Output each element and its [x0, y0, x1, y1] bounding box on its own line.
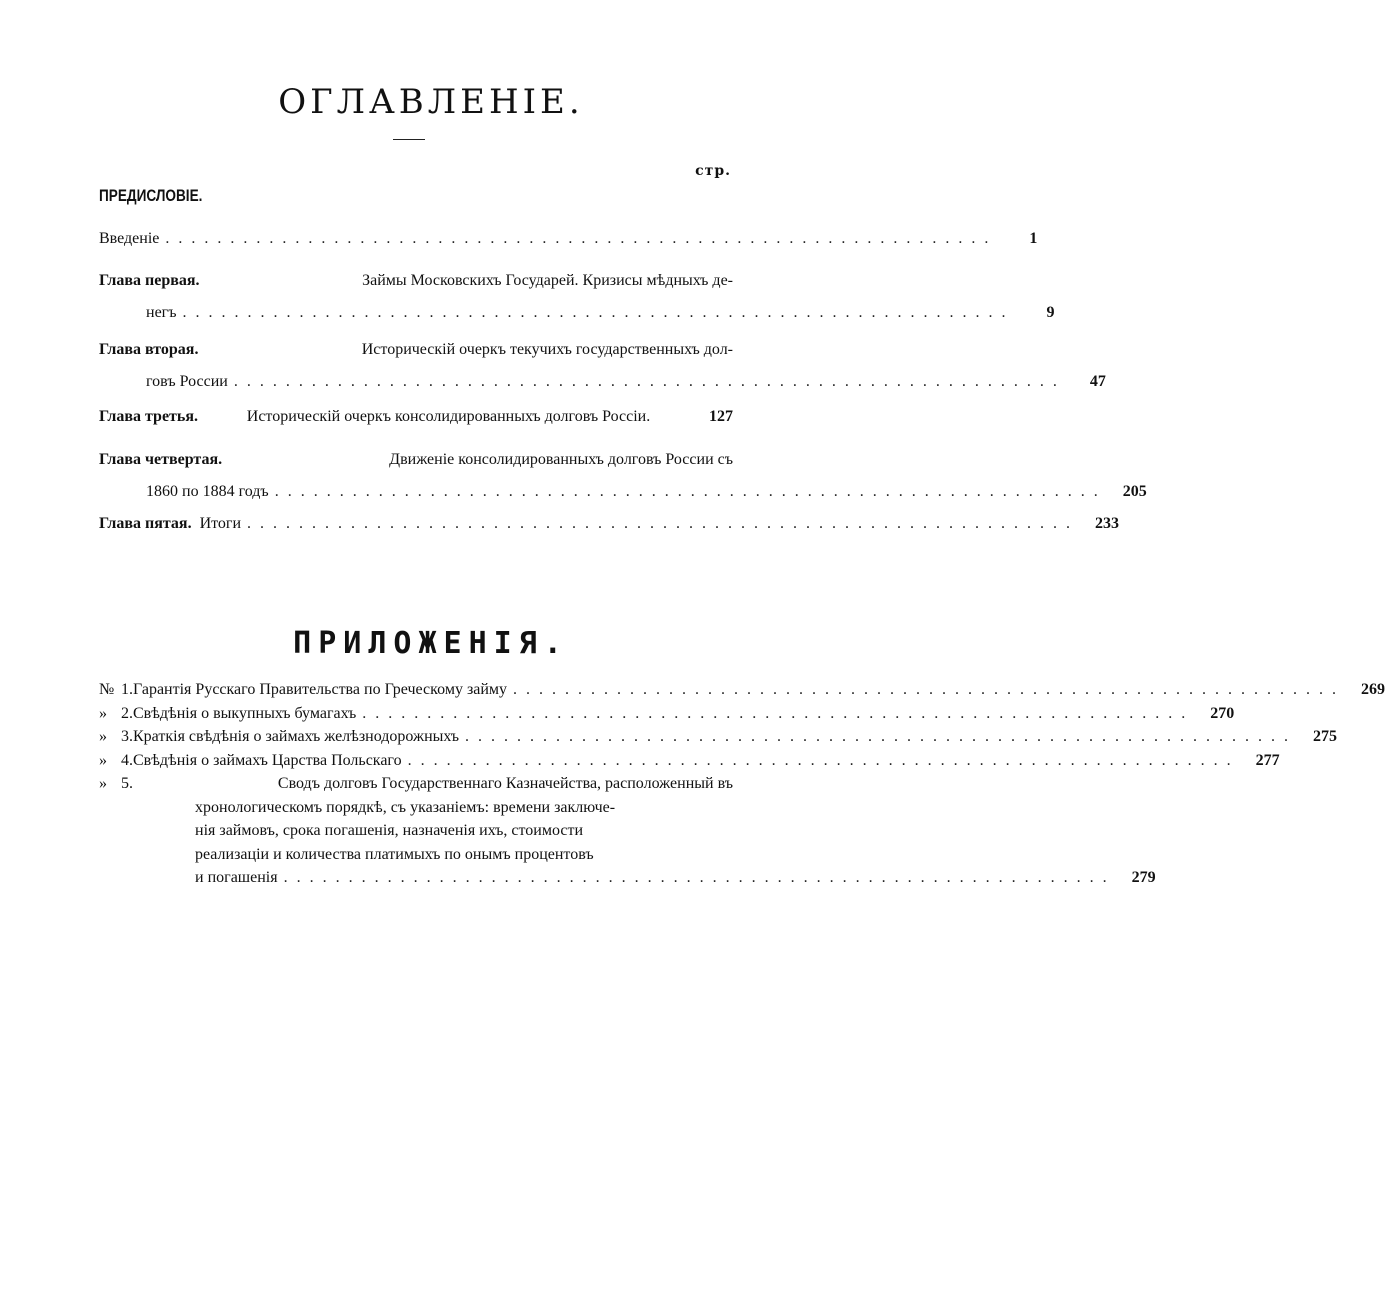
- chapter-label: Глава первая.: [99, 272, 200, 289]
- dot-leader: ................................................................: [362, 704, 1195, 722]
- appendix-number: 1.: [121, 681, 133, 698]
- appendix-page-number: 279: [1131, 869, 1156, 886]
- toc-entry-chapter-2: [99, 334, 1106, 398]
- appendix-number: 3.: [121, 728, 133, 745]
- page-column-label: стр.: [695, 163, 731, 179]
- toc-page-number: 1: [1029, 230, 1038, 247]
- toc-entry-chapter-1: [99, 265, 1055, 329]
- appendix-item-3: [99, 725, 1338, 749]
- dot-leader: ................................................................: [233, 373, 1066, 390]
- toc-page-number: 205: [1122, 483, 1147, 500]
- dot-leader: ................................................................: [283, 869, 1116, 886]
- preface-heading: ПРЕДИСЛОВІЕ.: [99, 186, 203, 205]
- toc-entry-text: говъ России: [146, 373, 228, 390]
- page-title: ОГЛАВЛЕНІЕ.: [278, 82, 584, 122]
- appendix-marker: »: [99, 751, 107, 769]
- appendix-number: 2.: [121, 704, 133, 722]
- appendix-marker: №: [99, 681, 115, 698]
- appendix-text: хронологическомъ порядкѣ, съ указаніемъ: времени заключе-: [195, 798, 616, 816]
- toc-entry-text: 1860 по 1884 годъ: [146, 483, 269, 500]
- appendix-item-2: [99, 702, 1235, 726]
- appendix-number: 4.: [121, 751, 133, 769]
- toc-page-number: 47: [1089, 373, 1106, 390]
- appendix-page-number: 269: [1361, 681, 1385, 698]
- toc-page-number: 9: [1046, 304, 1055, 321]
- appendix-marker: »: [99, 728, 107, 745]
- appendix-text: Сводъ долговъ Государственнаго Казначейства, расположенный въ: [277, 775, 733, 792]
- chapter-label: Глава вторая.: [99, 341, 199, 358]
- appendix-page-number: 275: [1313, 728, 1338, 745]
- appendix-page-number: 277: [1255, 751, 1280, 769]
- toc-entry-text: Введеніе: [99, 230, 160, 247]
- appendix-text: Свѣдѣнія о займахъ Царства Польскаго: [133, 751, 402, 769]
- dot-leader: ................................................................: [513, 681, 1346, 698]
- dot-leader: ................................................................: [182, 304, 1015, 321]
- toc-entry-introduction: [99, 223, 1038, 255]
- toc-entry-text: Итоги: [199, 515, 242, 532]
- appendix-text: реализаціи и количества платимыхъ по онымъ процентовъ: [195, 845, 594, 863]
- toc-entry-text: Историческій очеркъ консолидированныхъ долговъ Россіи.: [246, 408, 651, 425]
- appendix-text: и погашенія: [195, 869, 278, 886]
- appendix-number: 5.: [121, 775, 133, 792]
- toc-entry-text: Историческій очеркъ текучихъ государственныхъ дол-: [361, 341, 733, 358]
- appendix-item-4: [99, 749, 1280, 773]
- dot-leader: ................................................................: [407, 751, 1240, 769]
- toc-entry-text: Займы Московскихъ Государей. Кризисы мѣдныхъ де-: [362, 272, 733, 289]
- appendix-text: Гарантія Русскаго Правительства по Греческому займу: [133, 681, 508, 698]
- toc-page-number: 127: [708, 408, 733, 425]
- title-divider: [393, 139, 425, 140]
- toc-entry-text: Движеніе консолидированныхъ долговъ России съ: [389, 451, 733, 468]
- chapter-label: Глава пятая.: [99, 515, 192, 532]
- toc-entry-chapter-4: [99, 444, 1147, 508]
- appendix-text: нія займовъ, срока погашенія, назначенія ихъ, стоимости: [195, 822, 584, 839]
- appendix-item-5: [99, 772, 1156, 890]
- chapter-label: Глава третья.: [99, 408, 199, 425]
- toc-entry-chapter-3: [99, 401, 733, 433]
- dot-leader: ................................................................: [274, 483, 1107, 500]
- toc-entry-chapter-5: [99, 508, 1120, 540]
- dot-leader: ................................................................: [165, 230, 998, 247]
- appendix-marker: »: [99, 775, 107, 792]
- toc-page-number: 233: [1095, 515, 1120, 532]
- appendix-list: [99, 678, 1385, 890]
- appendix-page-number: 270: [1210, 704, 1235, 722]
- appendix-heading: ПРИЛОЖЕНІЯ.: [293, 626, 569, 661]
- appendix-text: Свѣдѣнія о выкупныхъ бумагахъ: [133, 704, 357, 722]
- appendix-text: Краткія свѣдѣнія о займахъ желѣзнодорожныхъ: [133, 728, 460, 745]
- dot-leader: ................................................................: [247, 515, 1080, 532]
- appendix-marker: »: [99, 704, 107, 722]
- toc-entry-text: негъ: [146, 304, 177, 321]
- chapter-label: Глава четвертая.: [99, 451, 223, 468]
- dot-leader: ................................................................: [465, 728, 1298, 745]
- appendix-item-1: [99, 678, 1385, 702]
